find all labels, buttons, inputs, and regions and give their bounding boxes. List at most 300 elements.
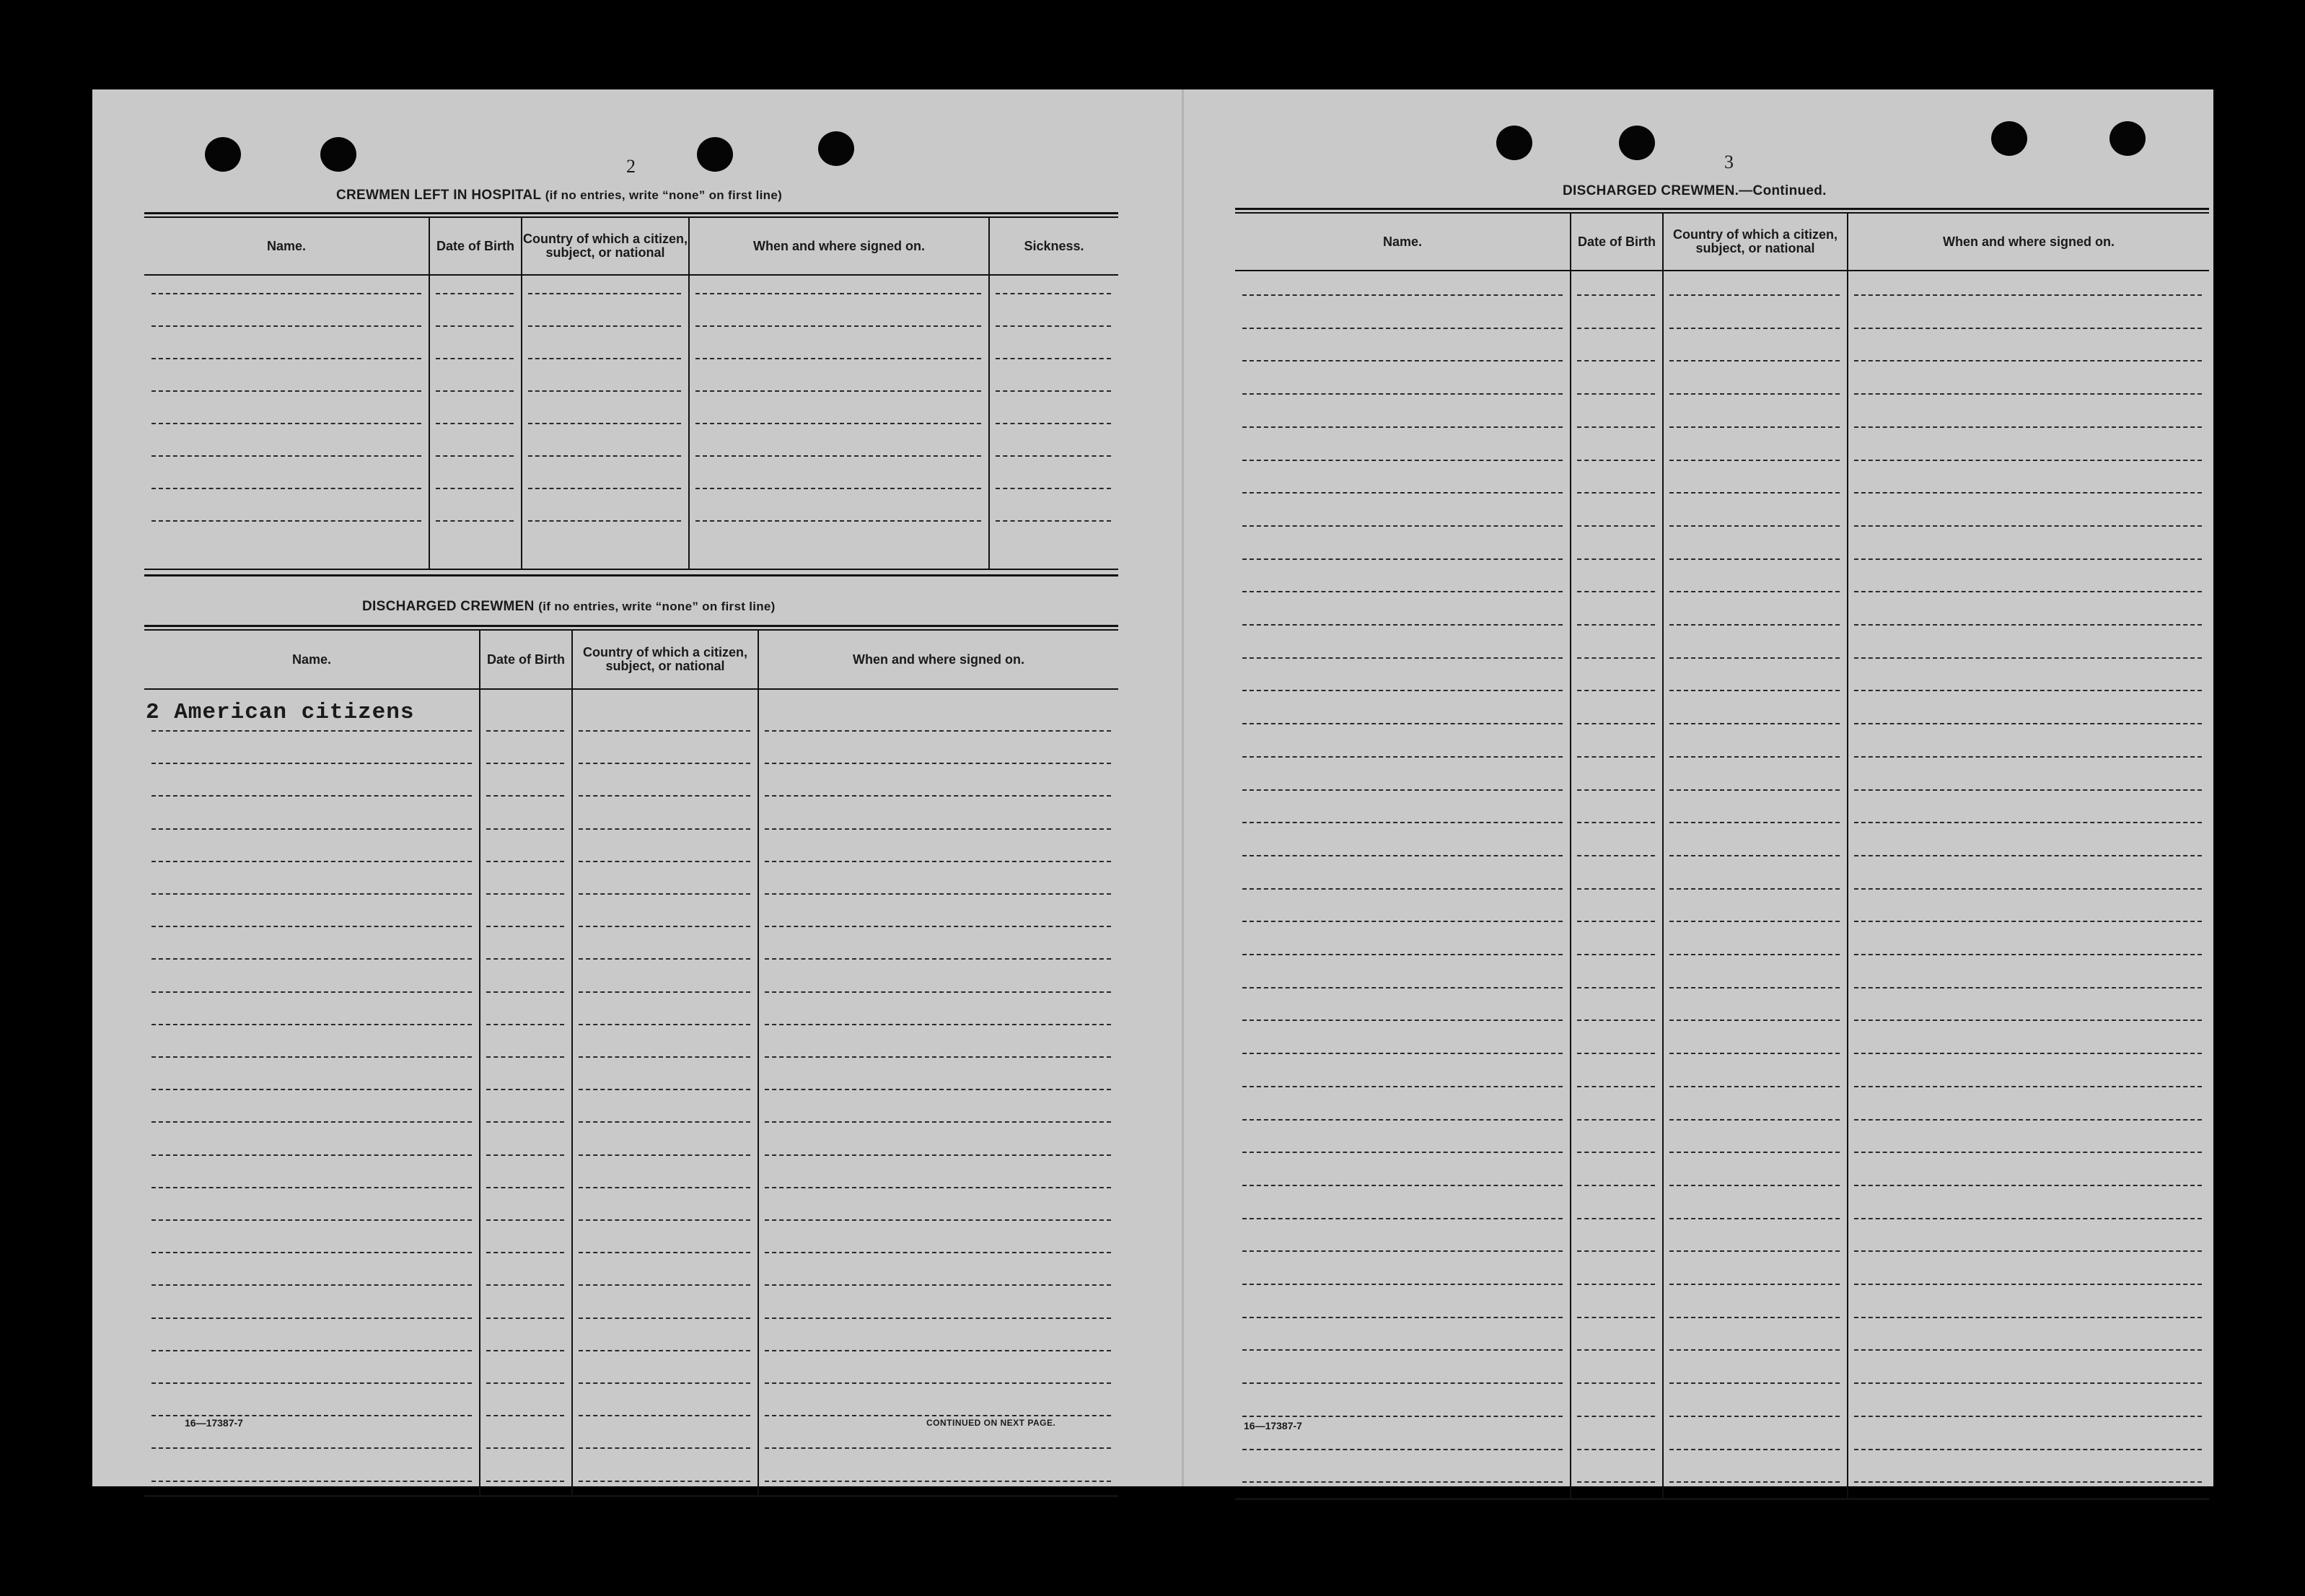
- dotted-entry-line: [579, 1219, 750, 1221]
- dotted-entry-line: [1854, 1086, 2202, 1087]
- form-number: 16—17387-7: [185, 1417, 243, 1429]
- dotted-entry-line: [1854, 954, 2202, 955]
- dotted-entry-line: [528, 390, 681, 392]
- dotted-entry-line: [579, 1317, 750, 1319]
- dotted-entry-line: [765, 861, 1111, 862]
- dotted-entry-line: [1854, 1416, 2202, 1417]
- dotted-entry-line: [486, 1252, 564, 1253]
- dotted-entry-line: [1854, 756, 2202, 758]
- dotted-entry-line: [1669, 1053, 1840, 1054]
- dotted-entry-line: [1854, 1020, 2202, 1021]
- dotted-entry-line: [436, 325, 514, 327]
- dotted-entry-line: [1577, 460, 1655, 461]
- dotted-entry-line: [1669, 1481, 1840, 1483]
- dotted-entry-line: [1242, 591, 1563, 592]
- discharged-table: [144, 625, 1118, 1501]
- discharged-section-heading: [362, 599, 776, 615]
- dotted-entry-line: [1577, 591, 1655, 592]
- dotted-entry-line: [579, 991, 750, 993]
- dotted-entry-line: [486, 1056, 564, 1058]
- column-header-signed-on: When and where signed on.: [852, 652, 1025, 667]
- dotted-entry-line: [1669, 1382, 1840, 1384]
- dotted-entry-line: [1242, 1317, 1563, 1318]
- hospital-table: [144, 212, 1118, 580]
- dotted-entry-line: [486, 1219, 564, 1221]
- dotted-entry-line: [1669, 954, 1840, 955]
- dotted-entry-line: [152, 358, 421, 359]
- column-header-signed-on: When and where signed on.: [1942, 234, 2115, 249]
- dotted-entry-line: [152, 1447, 472, 1449]
- dotted-entry-line: [579, 1447, 750, 1449]
- dotted-entry-line: [1577, 921, 1655, 922]
- dotted-entry-line: [765, 730, 1111, 732]
- dotted-entry-line: [765, 1481, 1111, 1482]
- dotted-entry-line: [152, 1481, 472, 1482]
- dotted-entry-line: [152, 1121, 472, 1123]
- dotted-entry-line: [1577, 558, 1655, 560]
- dotted-entry-line: [436, 423, 514, 424]
- dotted-entry-line: [579, 958, 750, 960]
- dotted-entry-line: [486, 730, 564, 732]
- dotted-entry-line: [579, 730, 750, 732]
- dotted-entry-line: [486, 1317, 564, 1319]
- dotted-entry-line: [1577, 294, 1655, 296]
- dotted-entry-line: [579, 828, 750, 830]
- dotted-entry-line: [486, 1350, 564, 1351]
- dotted-entry-line: [579, 1187, 750, 1188]
- dotted-entry-line: [1854, 492, 2202, 494]
- dotted-entry-line: [1242, 1284, 1563, 1285]
- discharged-entry: 2 American citizens: [146, 700, 415, 725]
- dotted-entry-line: [1242, 1020, 1563, 1021]
- dotted-entry-line: [1577, 1218, 1655, 1219]
- dotted-entry-line: [1669, 558, 1840, 560]
- dotted-entry-line: [1577, 525, 1655, 527]
- column-header-date-of-birth: Date of Birth: [487, 652, 565, 667]
- dotted-entry-line: [1242, 1152, 1563, 1153]
- dotted-entry-line: [765, 1089, 1111, 1090]
- dotted-entry-line: [765, 1154, 1111, 1156]
- dotted-entry-line: [765, 1024, 1111, 1025]
- discharged-section-title: DISCHARGED CREWMEN: [362, 599, 535, 614]
- dotted-entry-line: [1577, 393, 1655, 395]
- dotted-entry-line: [579, 1350, 750, 1351]
- dotted-entry-line: [695, 390, 981, 392]
- dotted-entry-line: [486, 795, 564, 797]
- dotted-entry-line: [579, 1284, 750, 1286]
- dotted-entry-line: [765, 1056, 1111, 1058]
- dotted-entry-line: [765, 1382, 1111, 1384]
- dotted-entry-line: [1669, 1020, 1840, 1021]
- dotted-entry-line: [579, 763, 750, 764]
- dotted-entry-line: [152, 1317, 472, 1319]
- dotted-entry-line: [152, 1415, 472, 1416]
- dotted-entry-line: [152, 1284, 472, 1286]
- dotted-entry-line: [1577, 426, 1655, 428]
- dotted-entry-line: [1577, 1185, 1655, 1186]
- dotted-entry-line: [486, 828, 564, 830]
- dotted-entry-line: [152, 1350, 472, 1351]
- dotted-entry-line: [579, 1252, 750, 1253]
- dotted-entry-line: [1669, 1119, 1840, 1121]
- dotted-entry-line: [1854, 822, 2202, 823]
- dotted-entry-line: [486, 1382, 564, 1384]
- dotted-entry-line: [695, 358, 981, 359]
- dotted-entry-line: [1854, 426, 2202, 428]
- dotted-entry-line: [695, 488, 981, 489]
- dotted-entry-line: [1854, 1449, 2202, 1450]
- dotted-entry-line: [1669, 921, 1840, 922]
- dotted-entry-line: [765, 893, 1111, 895]
- dotted-entry-line: [486, 1481, 564, 1482]
- dotted-entry-line: [996, 390, 1111, 392]
- dotted-entry-line: [579, 926, 750, 927]
- dotted-entry-line: [1854, 1053, 2202, 1054]
- dotted-entry-line: [152, 958, 472, 960]
- dotted-entry-line: [152, 325, 421, 327]
- dotted-entry-line: [1577, 624, 1655, 626]
- dotted-entry-line: [1669, 1086, 1840, 1087]
- dotted-entry-line: [1669, 1349, 1840, 1351]
- dotted-entry-line: [579, 861, 750, 862]
- dotted-entry-line: [152, 1089, 472, 1090]
- dotted-entry-line: [1669, 855, 1840, 856]
- dotted-entry-line: [1242, 294, 1563, 296]
- dotted-entry-line: [1669, 756, 1840, 758]
- column-header-country: Country of which a citizen, subject, or national: [582, 645, 747, 673]
- dotted-entry-line: [152, 455, 421, 457]
- dotted-entry-line: [1577, 1416, 1655, 1417]
- dotted-entry-line: [1854, 855, 2202, 856]
- column-header-name: Name.: [291, 652, 332, 667]
- dotted-entry-line: [528, 488, 681, 489]
- dotted-entry-line: [1577, 1152, 1655, 1153]
- dotted-entry-line: [579, 795, 750, 797]
- dotted-entry-line: [1242, 789, 1563, 791]
- dotted-entry-line: [1577, 756, 1655, 758]
- dotted-entry-line: [1242, 1416, 1563, 1417]
- dotted-entry-line: [996, 520, 1111, 522]
- dotted-entry-line: [1669, 525, 1840, 527]
- dotted-entry-line: [1669, 624, 1840, 626]
- dotted-entry-line: [1854, 1119, 2202, 1121]
- dotted-entry-line: [1577, 888, 1655, 890]
- dotted-entry-line: [1669, 822, 1840, 823]
- column-header-name: Name.: [1382, 234, 1423, 249]
- dotted-entry-line: [765, 1219, 1111, 1221]
- dotted-entry-line: [1242, 1218, 1563, 1219]
- dotted-entry-line: [1669, 1449, 1840, 1450]
- dotted-entry-line: [152, 926, 472, 927]
- dotted-entry-line: [1854, 921, 2202, 922]
- dotted-entry-line: [1242, 1053, 1563, 1054]
- dotted-entry-line: [1669, 723, 1840, 724]
- dotted-entry-line: [765, 958, 1111, 960]
- dotted-entry-line: [1854, 1284, 2202, 1285]
- dotted-entry-line: [152, 795, 472, 797]
- dotted-entry-line: [1854, 1218, 2202, 1219]
- dotted-entry-line: [765, 795, 1111, 797]
- dotted-entry-line: [765, 926, 1111, 927]
- dotted-entry-line: [765, 991, 1111, 993]
- dotted-entry-line: [486, 1024, 564, 1025]
- document-sheet: [92, 89, 2213, 1486]
- column-header-date-of-birth: Date of Birth: [436, 238, 514, 253]
- dotted-entry-line: [695, 325, 981, 327]
- dotted-entry-line: [765, 1317, 1111, 1319]
- dotted-entry-line: [579, 1024, 750, 1025]
- dotted-entry-line: [1854, 1481, 2202, 1483]
- dotted-entry-line: [436, 455, 514, 457]
- dotted-entry-line: [996, 423, 1111, 424]
- dotted-entry-line: [436, 520, 514, 522]
- dotted-entry-line: [152, 293, 421, 294]
- dotted-entry-line: [1577, 657, 1655, 659]
- dotted-entry-line: [1577, 1449, 1655, 1450]
- dotted-entry-line: [1854, 1185, 2202, 1186]
- dotted-entry-line: [152, 1187, 472, 1188]
- dotted-entry-line: [1669, 690, 1840, 691]
- dotted-entry-line: [486, 991, 564, 993]
- dotted-entry-line: [1854, 888, 2202, 890]
- dotted-entry-line: [579, 1056, 750, 1058]
- dotted-entry-line: [579, 893, 750, 895]
- dotted-entry-line: [1669, 460, 1840, 461]
- dotted-entry-line: [765, 1284, 1111, 1286]
- dotted-entry-line: [1669, 426, 1840, 428]
- form-number: 16—17387-7: [1244, 1420, 1302, 1431]
- dotted-entry-line: [1577, 690, 1655, 691]
- dotted-entry-line: [152, 1024, 472, 1025]
- dotted-entry-line: [1577, 789, 1655, 791]
- dotted-entry-line: [996, 455, 1111, 457]
- dotted-entry-line: [1242, 954, 1563, 955]
- dotted-entry-line: [695, 520, 981, 522]
- column-header-date-of-birth: Date of Birth: [1578, 234, 1656, 249]
- left-page: [92, 89, 1182, 1486]
- dotted-entry-line: [1577, 723, 1655, 724]
- dotted-entry-line: [528, 325, 681, 327]
- dotted-entry-line: [1242, 624, 1563, 626]
- dotted-entry-line: [1854, 657, 2202, 659]
- dotted-entry-line: [486, 1121, 564, 1123]
- dotted-entry-line: [1854, 294, 2202, 296]
- dotted-entry-line: [1669, 657, 1840, 659]
- dotted-entry-line: [1242, 1086, 1563, 1087]
- dotted-entry-line: [528, 423, 681, 424]
- dotted-entry-line: [528, 455, 681, 457]
- dotted-entry-line: [579, 1089, 750, 1090]
- dotted-entry-line: [1669, 1185, 1840, 1186]
- dotted-entry-line: [486, 1447, 564, 1449]
- dotted-entry-line: [486, 763, 564, 764]
- dotted-entry-line: [1577, 1317, 1655, 1318]
- dotted-entry-line: [1242, 393, 1563, 395]
- dotted-entry-line: [695, 455, 981, 457]
- dotted-entry-line: [486, 1415, 564, 1416]
- dotted-entry-line: [152, 861, 472, 862]
- dotted-entry-line: [1854, 328, 2202, 329]
- dotted-entry-line: [1242, 1185, 1563, 1186]
- dotted-entry-line: [152, 1056, 472, 1058]
- dotted-entry-line: [152, 828, 472, 830]
- column-header-signed-on: When and where signed on.: [752, 238, 926, 253]
- dotted-entry-line: [152, 991, 472, 993]
- hospital-section-heading: [336, 188, 782, 203]
- dotted-entry-line: [1669, 328, 1840, 329]
- dotted-entry-line: [579, 1154, 750, 1156]
- dotted-entry-line: [1669, 360, 1840, 361]
- dotted-entry-line: [996, 358, 1111, 359]
- dotted-entry-line: [152, 893, 472, 895]
- dotted-entry-line: [1242, 1382, 1563, 1384]
- dotted-entry-line: [1577, 1250, 1655, 1252]
- dotted-entry-line: [1854, 1382, 2202, 1384]
- page-number: 3: [1724, 152, 1734, 172]
- dotted-entry-line: [486, 958, 564, 960]
- dotted-entry-line: [579, 1382, 750, 1384]
- dotted-entry-line: [152, 390, 421, 392]
- hospital-section-instruction: (if no entries, write “none” on first line): [545, 188, 783, 202]
- dotted-entry-line: [1242, 426, 1563, 428]
- dotted-entry-line: [1577, 1349, 1655, 1351]
- dotted-entry-line: [1669, 591, 1840, 592]
- dotted-entry-line: [1242, 987, 1563, 988]
- dotted-entry-line: [1577, 1053, 1655, 1054]
- dotted-entry-line: [1854, 723, 2202, 724]
- dotted-entry-line: [486, 1089, 564, 1090]
- dotted-entry-line: [695, 293, 981, 294]
- dotted-entry-line: [1854, 525, 2202, 527]
- dotted-entry-line: [436, 293, 514, 294]
- dotted-entry-line: [1242, 1349, 1563, 1351]
- dotted-entry-line: [1242, 855, 1563, 856]
- column-header-sickness: Sickness.: [1024, 238, 1084, 253]
- dotted-entry-line: [486, 1154, 564, 1156]
- dotted-entry-line: [1577, 855, 1655, 856]
- dotted-entry-line: [1577, 492, 1655, 494]
- dotted-entry-line: [1242, 1449, 1563, 1450]
- dotted-entry-line: [1242, 888, 1563, 890]
- dotted-entry-line: [436, 390, 514, 392]
- dotted-entry-line: [152, 520, 421, 522]
- dotted-entry-line: [1577, 1119, 1655, 1121]
- dotted-entry-line: [1854, 558, 2202, 560]
- dotted-entry-line: [1577, 328, 1655, 329]
- right-page: [1182, 89, 2213, 1486]
- hospital-section-title: CREWMEN LEFT IN HOSPITAL: [336, 188, 542, 203]
- dotted-entry-line: [765, 1121, 1111, 1123]
- dotted-entry-line: [765, 1350, 1111, 1351]
- dotted-entry-line: [1854, 360, 2202, 361]
- dotted-entry-line: [765, 828, 1111, 830]
- column-header-name: Name.: [266, 238, 307, 253]
- dotted-entry-line: [1242, 690, 1563, 691]
- dotted-entry-line: [1242, 1481, 1563, 1483]
- dotted-entry-line: [1577, 1284, 1655, 1285]
- dotted-entry-line: [152, 1252, 472, 1253]
- dotted-entry-line: [486, 926, 564, 927]
- dotted-entry-line: [1242, 921, 1563, 922]
- dotted-entry-line: [1669, 1250, 1840, 1252]
- dotted-entry-line: [695, 423, 981, 424]
- dotted-entry-line: [1669, 393, 1840, 395]
- dotted-entry-line: [996, 488, 1111, 489]
- dotted-entry-line: [152, 423, 421, 424]
- dotted-entry-line: [1242, 492, 1563, 494]
- page-number: 2: [626, 156, 636, 177]
- dotted-entry-line: [152, 1154, 472, 1156]
- dotted-entry-line: [1669, 1218, 1840, 1219]
- dotted-entry-line: [1242, 558, 1563, 560]
- dotted-entry-line: [1242, 525, 1563, 527]
- dotted-entry-line: [1854, 1317, 2202, 1318]
- dotted-entry-line: [765, 1187, 1111, 1188]
- dotted-entry-line: [1242, 657, 1563, 659]
- dotted-entry-line: [1854, 393, 2202, 395]
- dotted-entry-line: [1669, 888, 1840, 890]
- dotted-entry-line: [436, 488, 514, 489]
- dotted-entry-line: [1577, 1382, 1655, 1384]
- dotted-entry-line: [996, 325, 1111, 327]
- dotted-entry-line: [1242, 328, 1563, 329]
- dotted-entry-line: [1242, 822, 1563, 823]
- dotted-entry-line: [1669, 294, 1840, 296]
- dotted-entry-line: [765, 763, 1111, 764]
- dotted-entry-line: [765, 1447, 1111, 1449]
- dotted-entry-line: [1577, 360, 1655, 361]
- dotted-entry-line: [579, 1121, 750, 1123]
- dotted-entry-line: [765, 1415, 1111, 1416]
- dotted-entry-line: [152, 488, 421, 489]
- dotted-entry-line: [1854, 460, 2202, 461]
- dotted-entry-line: [486, 1187, 564, 1188]
- dotted-entry-line: [1669, 789, 1840, 791]
- dotted-entry-line: [996, 293, 1111, 294]
- dotted-entry-line: [1577, 1020, 1655, 1021]
- discharged-continued-heading: DISCHARGED CREWMEN.—Continued.: [1563, 183, 1827, 198]
- dotted-entry-line: [1242, 360, 1563, 361]
- column-header-country: Country of which a citizen, subject, or national: [522, 232, 688, 260]
- dotted-entry-line: [1854, 1250, 2202, 1252]
- dotted-entry-line: [1854, 1349, 2202, 1351]
- dotted-entry-line: [1242, 1250, 1563, 1252]
- dotted-entry-line: [152, 763, 472, 764]
- dotted-entry-line: [486, 1284, 564, 1286]
- dotted-entry-line: [152, 1382, 472, 1384]
- dotted-entry-line: [579, 1481, 750, 1482]
- dotted-entry-line: [1854, 591, 2202, 592]
- dotted-entry-line: [1669, 1416, 1840, 1417]
- dotted-entry-line: [1669, 987, 1840, 988]
- dotted-entry-line: [152, 730, 472, 732]
- continued-note: CONTINUED ON NEXT PAGE.: [926, 1418, 1056, 1428]
- dotted-entry-line: [1242, 756, 1563, 758]
- column-header-country: Country of which a citizen, subject, or national: [1672, 227, 1838, 255]
- dotted-entry-line: [1669, 492, 1840, 494]
- dotted-entry-line: [1854, 624, 2202, 626]
- dotted-entry-line: [436, 358, 514, 359]
- dotted-entry-line: [152, 1219, 472, 1221]
- dotted-entry-line: [1577, 822, 1655, 823]
- dotted-entry-line: [1669, 1284, 1840, 1285]
- discharged-section-instruction: (if no entries, write “none” on first line): [538, 600, 776, 613]
- dotted-entry-line: [1242, 1119, 1563, 1121]
- dotted-entry-line: [528, 358, 681, 359]
- dotted-entry-line: [1577, 954, 1655, 955]
- dotted-entry-line: [1577, 1481, 1655, 1483]
- dotted-entry-line: [1669, 1152, 1840, 1153]
